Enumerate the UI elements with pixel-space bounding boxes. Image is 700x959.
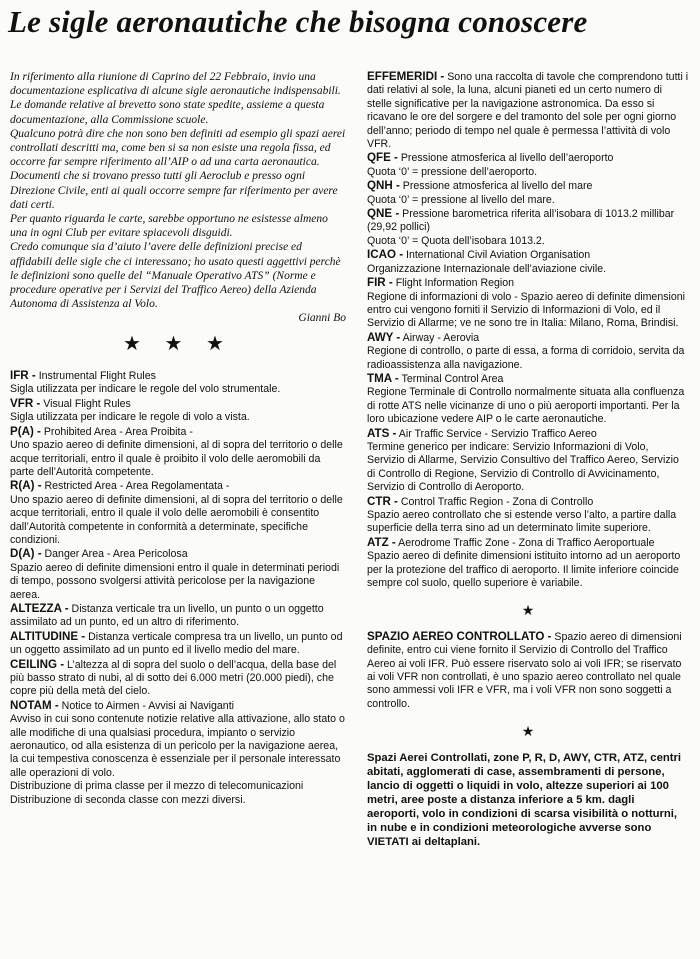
intro-paragraph: In riferimento alla riunione di Caprino del 22 Febbraio, invio una documentazione esplicativa di alcune sigle aeronautiche indispensabili. Le domande relative al brevetto sono state spedite, assieme a questa documentazione, alla Commissione scuole. [10, 71, 341, 126]
glossary-term: AWY - [367, 330, 401, 344]
intro-paragraph: Credo comunque sia d’aiuto l’avere delle definizioni precise ed affidabili delle sigle che ci interessano; ho usato questi aggettivi perchè le definizioni sono quelle del “Manuale Operativo ATS” (Norme e procedure operative per i Servizi del Traffico Aereo) della Azienda Autonoma di Assistenza al Volo. [10, 241, 341, 311]
glossary-definition: Distanza verticale compresa tra un livello, un punto od un oggetto assimilato ad un punto ed il livello medio del mare. [10, 630, 343, 657]
glossary-term: FIR - [367, 276, 393, 290]
glossary-entry [10, 630, 346, 658]
glossary-definition: Airway - Aerovia [400, 331, 480, 344]
glossary-definition: Distribuzione di prima classe per il mezzo di telecomunicazioni [10, 780, 304, 793]
glossary-definition: Uno spazio aereo di definite dimensioni, al di sopra del territorio o delle acque territoriali, entro il quale è proibito il volo delle aeromobili da parte dell’Autorità competente. [10, 439, 343, 478]
glossary-definition: Flight Information Region [392, 277, 515, 290]
glossary-definition: Termine generico per indicare: Servizio Informazioni di Volo, Servizio di Allarme, Servizio Consultivo del Traffico Aereo, Servizio di Controllo di Regione, Servizio di Controllo di Avvicinamento, Servizio di Controllo di Aeroporto. [367, 440, 679, 494]
divider-star: ★ [521, 723, 535, 740]
glossary-list-left [10, 369, 346, 807]
glossary-entry [10, 699, 346, 713]
article-title: Le sigle aeronautiche che bisogna conoscere [8, 4, 588, 39]
glossary-term: NOTAM - [10, 698, 59, 712]
glossary-definition: Spazio aereo controllato che si estende verso l’alto, a partire dalla superficie della terra sino ad un determinato limite superiore. [367, 509, 677, 535]
glossary-term: ATZ - [367, 535, 396, 549]
glossary-entry [10, 397, 346, 411]
glossary-entry [367, 151, 689, 165]
glossary-definition: Distanza verticale tra un livello, un punto o un oggetto assimilato ad un punto, ed un altro di riferimento. [10, 602, 324, 629]
glossary-definition: Quota ‘0’ = pressione al livello del mare. [367, 193, 555, 206]
glossary-definition: Danger Area - Area Pericolosa [41, 548, 188, 561]
glossary-entry [367, 509, 689, 536]
glossary-definition: L’altezza al di sopra del suolo o dell’acqua, della base del più basso strato di nubi, al di sotto dei 6.000 metri (20.000 piedi), che copre più della metà del cielo. [10, 658, 337, 698]
glossary-term: EFFEMERIDI - [367, 70, 445, 83]
glossary-definition: Control Traffic Region - Zona di Controllo [397, 495, 594, 508]
glossary-entry [10, 425, 346, 439]
glossary-term: ALTEZZA - [10, 601, 69, 615]
glossary-entry [367, 550, 689, 590]
glossary-definition: Pressione atmosferica al livello del mare [399, 180, 593, 193]
glossary-entry [10, 794, 346, 807]
glossary-term: QFE - [367, 151, 398, 165]
glossary-term: R(A) - [10, 479, 42, 493]
glossary-entry [367, 276, 689, 290]
glossary-definition: Sigla utilizzata per indicare le regole di volo a vista. [10, 411, 250, 424]
glossary-definition: Pressione atmosferica al livello dell’aeroporto [397, 152, 614, 165]
glossary-definition: Sigla utilizzata per indicare le regole del volo strumentale. [10, 383, 281, 396]
glossary-entry [367, 263, 689, 276]
glossary-entry [10, 369, 346, 383]
glossary-entry [10, 547, 346, 561]
glossary-definition: Terminal Control Area [398, 372, 504, 385]
glossary-entry [10, 602, 346, 630]
controlled-space-text: Spazio aereo di dimensioni definite, entro cui viene fornito il Servizio di Controllo del Traffico Aereo ai voli IFR. Può essere riservato solo ai voli IFR; se riservato ai voli VFR non controllati, è uno spazio aereo controllato nel quale sono ammessi voli IFR e VFR, ma i voli VFR non sono soggetti a controllo. [367, 630, 682, 710]
glossary-entry [367, 235, 689, 248]
glossary-entry [10, 780, 346, 793]
glossary-definition: Regione di informazioni di volo - Spazio aereo di definite dimensioni entro cui vengono forniti il Servizio di Informazioni di Volo, ed il Servizio di Allarme; ve ne sono tre in Italia: Milano, Roma, Brindisi. [367, 290, 685, 330]
glossary-definition: Spazio aereo di definite dimensioni istituito intorno ad un aeroporto per la protezione del traffico di aeroporto. Il limite inferiore coincide sempre col suolo, quello superiore è variabile. [367, 550, 681, 590]
glossary-entry [10, 383, 346, 396]
glossary-definition: Prohibited Area - Area Proibita - [40, 425, 193, 438]
right-column [367, 70, 689, 849]
glossary-term: D(A) - [10, 547, 42, 561]
glossary-definition: Restricted Area - Area Regolamentata - [41, 480, 230, 493]
divider-star: ★ [521, 602, 535, 619]
glossary-term: ATS - [367, 426, 397, 440]
glossary-term: P(A) - [10, 424, 41, 438]
glossary-definition: Regione Terminale di Controllo normalmente situata alla confluenza di rotte ATS nelle vicinanze di uno o più aeroporti importanti. Per la loro ubicazione vedere AIP o le carte aeronautiche. [367, 386, 685, 426]
glossary-definition: Pressione barometrica riferita all’isobara di 1013.2 millibar (29,92 pollici) [367, 208, 675, 234]
prohibitions-note: Spazi Aerei Controllati, zone P, R, D, AWY, CTR, ATZ, centri abitati, agglomerati di case, assembramenti di persone, lancio di oggetti o liquidi in volo, altezze superiori ai 100 metri, aree poste a distanza inferiore a 5 km. dagli aeroporti, volo in condizioni di scarsa visibilità o notturni, in nube e in condizioni meteorologiche avverse sono VIETATI ai deltaplani. [367, 751, 682, 848]
glossary-entry [367, 291, 689, 331]
controlled-space-title: SPAZIO AEREO CONTROLLATO - [367, 629, 552, 643]
glossary-entry [367, 372, 689, 386]
glossary-definition: Notice to Airmen - Avvisi ai Naviganti [58, 699, 234, 712]
glossary-entry [367, 179, 689, 193]
intro-text [10, 70, 346, 326]
glossary-list-right [367, 70, 689, 590]
glossary-term: ALTITUDINE - [10, 629, 86, 643]
glossary-entry [10, 713, 346, 780]
glossary-definition: Aerodrome Traffic Zone - Zona di Traffico Aeroportuale [395, 536, 655, 549]
glossary-term: VFR - [10, 396, 41, 410]
glossary-entry [367, 441, 689, 495]
glossary-definition: International Civil Aviation Organisation [403, 249, 591, 262]
author-signature: Gianni Bo [298, 312, 346, 325]
glossary-definition: Uno spazio aereo di definite dimensioni, al di sopra del territorio o delle acque territoriali, entro il quale il volo delle aeromobili è consentito dall’Autorità competente in conformità a determinate, specifiche condizioni. [10, 493, 343, 546]
glossary-term: CEILING - [10, 657, 65, 671]
glossary-entry [367, 331, 689, 345]
glossary-definition: Instrumental Flight Rules [35, 370, 156, 383]
glossary-entry [10, 439, 346, 479]
glossary-entry [10, 479, 346, 493]
glossary-entry [367, 495, 689, 509]
glossary-definition: Distribuzione di seconda classe con mezzi diversi. [10, 793, 246, 806]
glossary-term: QNH - [367, 179, 400, 193]
glossary-definition: Air Traffic Service - Servizio Traffico Aereo [396, 427, 597, 440]
section-divider-stars: ★ ★ ★ [123, 332, 233, 355]
glossary-definition: Quota ‘0’ = Quota dell’isobara 1013.2. [367, 234, 545, 247]
left-column [10, 70, 346, 807]
glossary-entry [367, 166, 689, 179]
glossary-definition: Visual Flight Rules [40, 397, 131, 410]
glossary-entry [367, 207, 689, 235]
glossary-definition: Regione di controllo, o parte di essa, a forma di corridoio, servita da radioassistenza alla navigazione. [367, 345, 685, 371]
glossary-entry [10, 494, 346, 548]
glossary-term: IFR - [10, 369, 36, 383]
controlled-space-section [367, 630, 689, 711]
glossary-definition: Organizzazione Internazionale dell’aviazione civile. [367, 262, 607, 275]
glossary-definition: Quota ‘0’ = pressione dell’aeroporto. [367, 165, 538, 178]
glossary-entry [10, 658, 346, 699]
intro-paragraph: Qualcuno potrà dire che non sono ben definiti ad esempio gli spazi aerei controllati descritti ma, come ben si sa non esiste una regola fissa, ed occorre far sempre riferimento all’AIP o ad una carta aeronautica. Documenti che si trovano presso tutti gli Aeroclub e presso ogni Direzione Civile, enti ai quali occorre sempre far riferimento per avere dati certi. [10, 127, 346, 211]
glossary-entry [367, 427, 689, 441]
glossary-entry [367, 345, 689, 372]
glossary-definition: Avviso in cui sono contenute notizie relative alla attivazione, allo stato o alle modifiche di una qualsiasi procedura, impianto o servizio aeronautico, od alla esistenza di un pericolo per la navigazione aerea, la cui tempestiva conoscenza è essenziale per il personale interessato alle operazioni di volo. [10, 713, 345, 779]
glossary-entry [367, 194, 689, 207]
glossary-entry [367, 536, 689, 550]
glossary-entry [367, 386, 689, 426]
glossary-definition: Spazio aereo di definite dimensioni entro il quale in determinati periodi di tempo, possono svolgersi attività pericolose per la navigazione aerea. [10, 561, 340, 601]
glossary-entry [367, 70, 689, 151]
intro-paragraph: Per quanto riguarda le carte, sarebbe opportuno ne esistesse almeno una in ogni Club per evitare spiacevoli disguidi. [10, 213, 328, 240]
glossary-term: ICAO - [367, 248, 404, 262]
glossary-entry [10, 562, 346, 602]
glossary-term: QNE - [367, 207, 400, 221]
glossary-definition: Sono una raccolta di tavole che comprendono tutti i dati relativi al sole, la luna, alcuni pianeti ed un certo numero di stelle significative per la navigazione astronomica. Da esso si ricavano le ore del sorgere e del tramonto del sole per ogni giorno dell’anno; periodo di tempo nel quale è permessa l’attività di volo VFR. [367, 71, 689, 151]
glossary-term: TMA - [367, 371, 399, 385]
glossary-entry [367, 248, 689, 262]
glossary-term: CTR - [367, 494, 398, 508]
controlled-space-paragraph [367, 630, 689, 711]
glossary-entry [10, 411, 346, 424]
